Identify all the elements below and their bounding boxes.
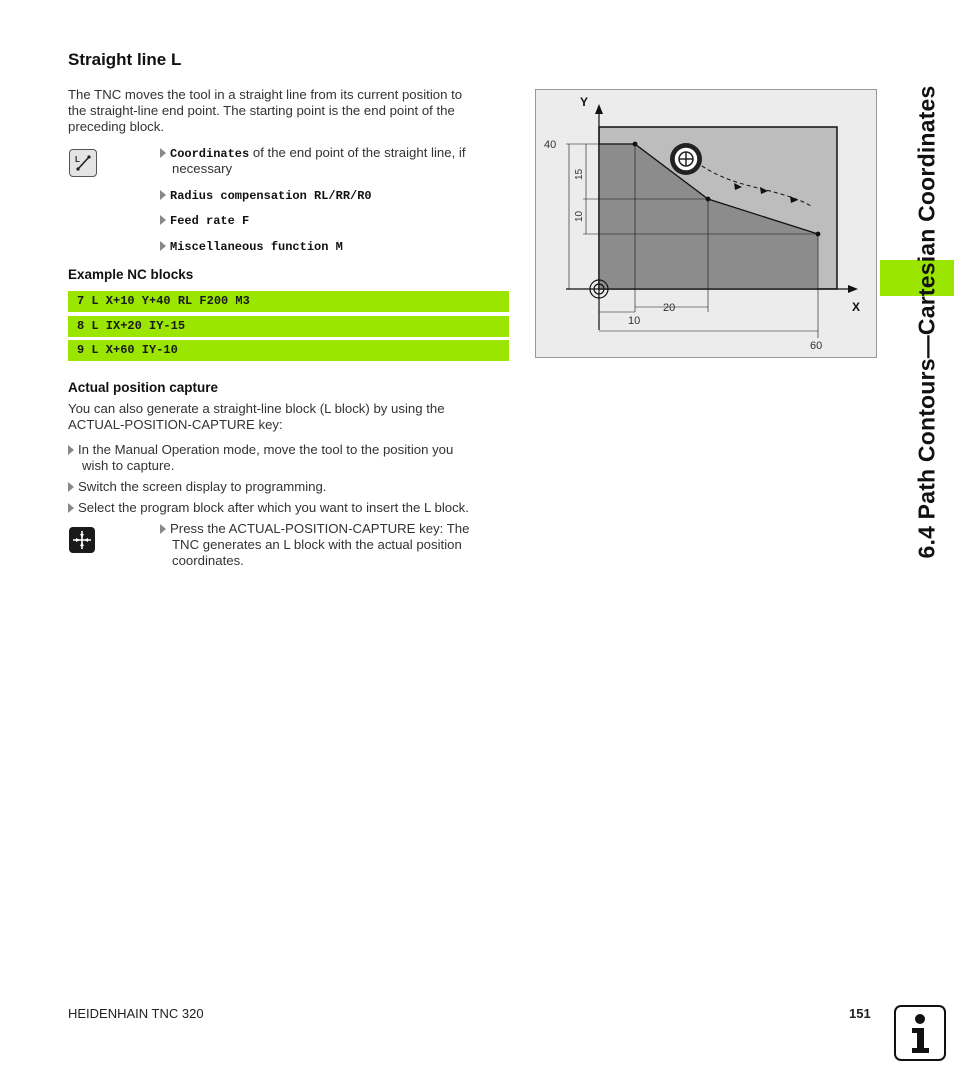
capture-step-3 — [68, 500, 469, 516]
capture-intro-line: ACTUAL-POSITION-CAPTURE key: — [68, 417, 283, 432]
actual-position-capture-icon[interactable] — [69, 527, 95, 553]
info-icon — [894, 1005, 946, 1061]
misc-keyword: Miscellaneous function M — [170, 240, 343, 254]
footer-product: HEIDENHAIN TNC 320 — [68, 1006, 204, 1021]
coordinates-desc-cont: necessary — [172, 161, 233, 176]
nc-block-row — [68, 340, 509, 361]
step-text: Select the program block after which you want to insert the L block. — [78, 500, 469, 515]
param-coordinates — [160, 145, 466, 162]
svg-text:L: L — [75, 155, 80, 164]
capture-step-4-cont: coordinates. — [172, 553, 244, 568]
example-heading: Example NC blocks — [68, 267, 194, 282]
page-number: 151 — [849, 1006, 871, 1021]
bullet-arrow-icon — [68, 445, 74, 455]
param-misc — [160, 238, 343, 255]
intro-line: The TNC moves the tool in a straight line from its current position to — [68, 87, 463, 102]
milling-tool-icon — [670, 143, 702, 175]
capture-step-2 — [68, 479, 326, 495]
intro-paragraph — [68, 87, 462, 135]
nc-block-text: 9 L X+60 IY-10 — [77, 343, 178, 357]
section-side-title: 6.4 Path Contours—Cartesian Coordinates — [913, 85, 940, 559]
bullet-arrow-icon — [160, 148, 166, 158]
dim-20: 20 — [663, 302, 676, 314]
capture-intro — [68, 401, 445, 433]
capture-step-4-cont: TNC generates an L block with the actual position — [172, 537, 462, 552]
radius-keyword: Radius compensation RL/RR/R0 — [170, 189, 372, 203]
coordinates-keyword: Coordinates — [170, 147, 250, 161]
step-text: Switch the screen display to programming. — [78, 479, 327, 494]
nc-block-text: 7 L X+10 Y+40 RL F200 M3 — [77, 294, 250, 308]
x-axis-label: X — [852, 300, 861, 314]
dim-15: 15 — [574, 168, 585, 180]
nc-block-row — [68, 291, 509, 312]
bullet-arrow-icon — [160, 524, 166, 534]
dim-40: 40 — [544, 139, 557, 151]
y-axis-label: Y — [580, 95, 589, 109]
param-feed — [160, 212, 249, 229]
straight-line-key-icon[interactable] — [69, 149, 97, 177]
step-text: In the Manual Operation mode, move the tool to the position you — [78, 442, 454, 457]
feed-keyword: Feed rate F — [170, 214, 250, 228]
capture-step-1-cont: wish to capture. — [82, 458, 175, 473]
step-text: Press the ACTUAL-POSITION-CAPTURE key: The — [170, 521, 470, 536]
bullet-arrow-icon — [68, 503, 74, 513]
coordinates-desc: of the end point of the straight line, if — [249, 145, 466, 160]
intro-line: preceding block. — [68, 119, 165, 134]
dim-60: 60 — [810, 340, 823, 352]
straight-line-figure — [535, 89, 877, 358]
capture-step-1 — [68, 442, 453, 458]
dim-10-vertical: 10 — [574, 210, 585, 222]
param-radius — [160, 187, 372, 204]
bullet-arrow-icon — [68, 482, 74, 492]
capture-intro-line: You can also generate a straight-line block (L block) by using the — [68, 401, 445, 416]
bullet-arrow-icon — [160, 190, 166, 200]
capture-step-4 — [160, 521, 469, 537]
bullet-arrow-icon — [160, 241, 166, 251]
capture-heading: Actual position capture — [68, 380, 219, 395]
bullet-arrow-icon — [160, 215, 166, 225]
dim-10-horizontal: 10 — [628, 315, 641, 327]
nc-block-text: 8 L IX+20 IY-15 — [77, 319, 186, 333]
intro-line: the straight-line end point. The starting point is the end point of the — [68, 103, 455, 118]
nc-block-row — [68, 316, 509, 337]
page-title: Straight line L — [68, 50, 182, 69]
